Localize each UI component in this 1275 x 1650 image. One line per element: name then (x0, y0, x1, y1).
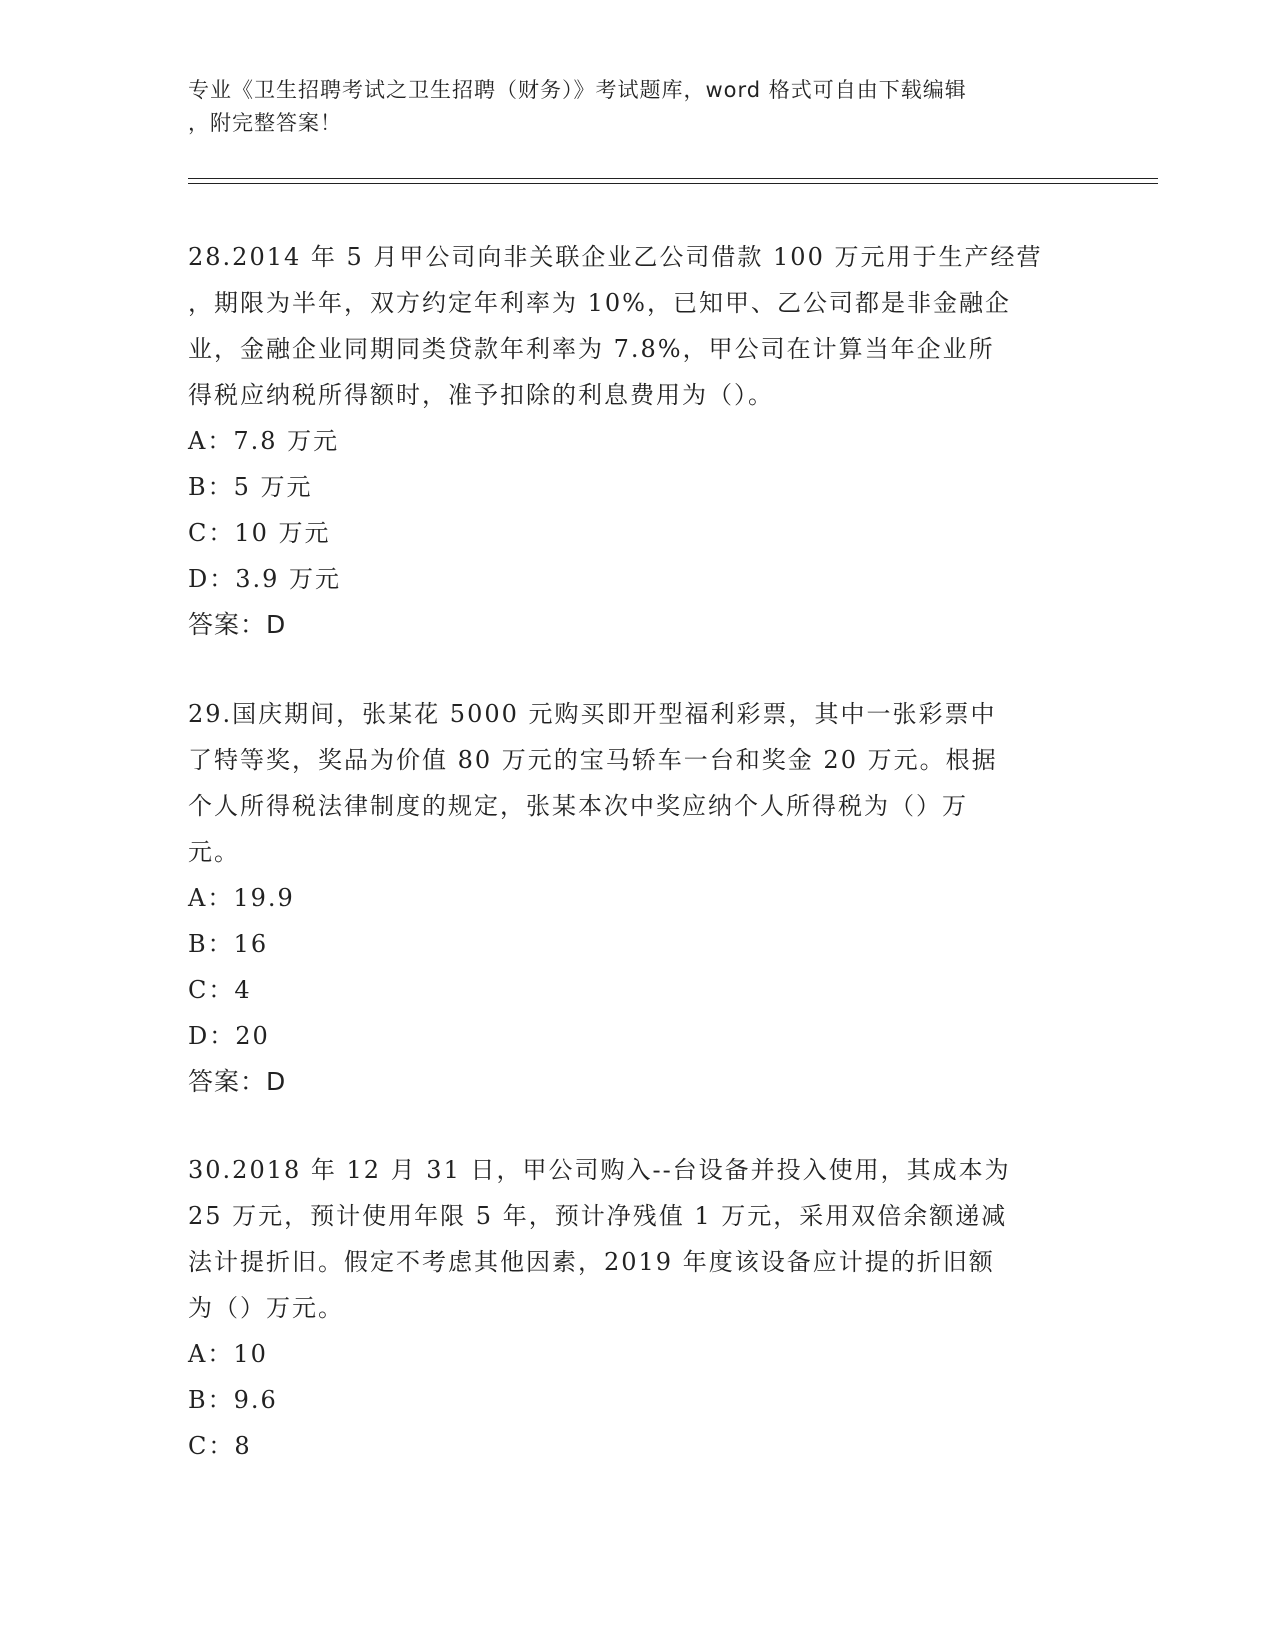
question-stem: 29.国庆期间，张某花 5000 元购买即开型福利彩票，其中一张彩票中 了特等奖，奖品为价值 80 万元的宝马轿车一台和奖金 20 万元。根据 个人所得税法律制度的规定，张某本次中奖应纳个人所得税为（）万 元。 (188, 700, 998, 866)
answer-line: 答案：D (188, 610, 287, 639)
question-stem: 30.2018 年 12 月 31 日，甲公司购入--台设备并投入使用，其成本为 25 万元，预计使用年限 5 年，预计净残值 1 万元，采用双倍余额递减 法计提折旧。假定不考虑其他因素，2019 年度该设备应计提的折旧额 为（）万元。 (188, 1156, 1011, 1322)
option-a: A：19.9 (188, 884, 295, 912)
answer-line: 答案：D (188, 1067, 287, 1096)
question-30 (188, 1147, 1088, 1469)
option-b: B：16 (188, 930, 269, 958)
option-c: C：8 (188, 1432, 252, 1460)
question-29 (188, 691, 1088, 1105)
option-d: D：20 (188, 1022, 270, 1050)
option-c: C：4 (188, 976, 252, 1004)
question-stem: 28.2014 年 5 月甲公司向非关联企业乙公司借款 100 万元用于生产经营 ，期限为半年，双方约定年利率为 10%，已知甲、乙公司都是非金融企 业，金融企业同期同类贷款年利率为 7.8%，甲公司在计算当年企业所 得税应纳税所得额时，准予扣除的利息费用为（）。 (188, 243, 1043, 409)
header-divider-bottom (188, 183, 1158, 184)
option-a: A：7.8 万元 (188, 427, 340, 455)
option-b: B：9.6 (188, 1386, 278, 1414)
option-b: B：5 万元 (188, 473, 313, 501)
document-header: 专业《卫生招聘考试之卫生招聘（财务）》考试题库，word 格式可自由下载编辑 ，附完整答案！ (188, 78, 967, 135)
option-a: A：10 (188, 1340, 268, 1368)
option-d: D：3.9 万元 (188, 565, 342, 593)
option-c: C：10 万元 (188, 519, 331, 547)
header-divider-top (188, 178, 1158, 179)
question-28 (188, 234, 1088, 648)
